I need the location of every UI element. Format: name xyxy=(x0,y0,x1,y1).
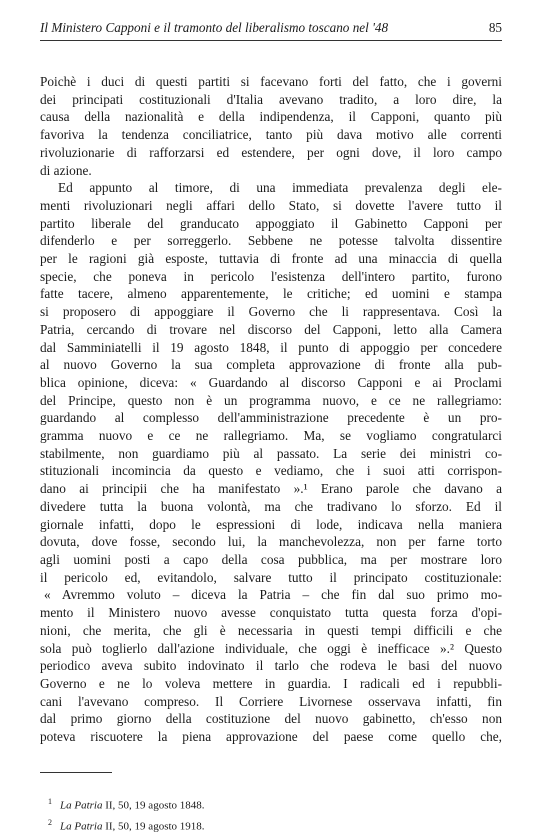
text-line: stabilmente, non guardiamo più al passato. La serie dei ministri co- xyxy=(40,445,502,461)
text-line: rivoluzionarie di rafforzarsi ed estendere, per ogni dove, il loro campo xyxy=(40,144,502,160)
text-line: dei principati costituzionali d'Italia avevano tradito, a loro dire, la xyxy=(40,91,502,107)
text-line: dal primo giorno della costituzione del nuovo gabinetto, ch'esso non xyxy=(40,711,502,727)
text-line: fatte tacere, almeno apparentemente, le critiche; ed uomini e stampa xyxy=(40,286,502,302)
text-line: menti rivoluzionari negli affari dello Stato, si dovette l'avere tutto il xyxy=(40,197,502,213)
text-line: nioni, che merita, che gli è necessaria in questi tempi difficili e che xyxy=(40,622,502,638)
text-line: specie, che poneva in pericolo l'esistenza dell'intero partito, furono xyxy=(40,268,502,284)
footnote-source: La Patria xyxy=(60,799,103,812)
body-text xyxy=(40,73,502,746)
text-line: poteva riscuotere la piena approvazione del paese come quello che, xyxy=(40,729,502,745)
text-line: agli uomini posti a capo della cosa pubblica, ma per mostrare loro xyxy=(40,551,502,567)
text-line: dal Samminiatelli il 19 agosto 1848, il punto di appoggio per concedere xyxy=(40,339,502,355)
text-line: Governo e ne lo voleva mettere in guardia. I radicali ed i repubbli- xyxy=(40,675,502,691)
text-line: cani l'avevano compreso. Il Corriere Livornese osservava infatti, fin xyxy=(40,693,502,709)
footnote-mark: 2 xyxy=(48,818,52,828)
book-page xyxy=(40,18,502,836)
text-line: difenderlo e per sorreggerlo. Sebbene ne potesse talvolta dissentire xyxy=(40,233,502,249)
text-line: blica opinione, diceva: « Guardando al discorso Capponi e ai Proclami xyxy=(40,374,502,390)
text-line: divedere tutta la buona volontà, ma che tradivano lo sforzo. Ed il xyxy=(40,498,502,514)
page-number: 85 xyxy=(488,20,502,35)
text-line: guardando al complesso dell'amministrazione precedente è un pro- xyxy=(40,410,502,426)
text-line: giornale infatti, dopo le espressioni di lode, indicava nella maniera xyxy=(40,516,502,532)
text-line: Patria, cercando di trovare nel discorso del Capponi, letto alla Camera xyxy=(40,321,502,337)
text-line: mento il Ministero nuovo avesse conquistato tutta questa forza d'opi- xyxy=(40,605,502,621)
text-line: dano ai principii che ha manifestato ».¹ Erano parole che davano a xyxy=(40,481,502,497)
text-line: il pericolo ed, evitandolo, salvare tutto il principato costituzionale: xyxy=(40,569,502,585)
text-line: Ed appunto al timore, di una immediata prevalenza degli ele- xyxy=(58,180,502,196)
text-line: partito liberale del granducato appoggiato il Gabinetto Capponi per xyxy=(40,215,502,231)
footnote-reference: II, 50, 19 agosto 1918. xyxy=(105,821,205,834)
text-line: « Avremmo voluto – diceva la Patria – che fin dal suo primo mo- xyxy=(44,587,502,603)
text-line: per le ragioni già esposte, tuttavia di fronte ad una minaccia di quella xyxy=(40,251,502,267)
footnote-mark: 1 xyxy=(48,796,52,806)
text-line: favoriva la tendenza conciliatrice, tanto più dava motivo alle correnti xyxy=(40,127,502,143)
running-head xyxy=(40,18,502,41)
text-line: sola può toglierlo dall'azione individuale, che oggi è inefficace ».² Questo xyxy=(40,640,502,656)
text-line: stituzionali incomincia da questo e vediamo, che i suoi atti corrispon- xyxy=(40,463,502,479)
text-line: del Principe, questo non è un programma nuovo, e ce ne rallegriamo: xyxy=(40,392,502,408)
text-line: di azione. xyxy=(40,162,92,178)
text-line: gramma nuovo e ce ne rallegriamo. Ma, se vogliamo congratularci xyxy=(40,428,502,444)
text-line: causa della nazionalità e della indipendenza, il Capponi, quanto più xyxy=(40,109,502,125)
running-title: Il Ministero Capponi e il tramonto del liberalismo toscano nel '48 xyxy=(40,20,389,35)
footnote-source: La Patria xyxy=(60,821,103,834)
text-line: al nuovo Governo la sua completa approvazione di fronte alla pub- xyxy=(40,357,502,373)
text-line: dovuta, dove fosse, secondo lui, la manchevolezza, non per farne torto xyxy=(40,534,502,550)
text-line: si proposero di appoggiare il Governo che li rappresentava. Così la xyxy=(40,304,502,320)
text-line: periodico aveva subito indovinato il tarlo che rodeva le basi del nuovo xyxy=(40,658,502,674)
text-line: Poichè i duci di questi partiti si facevano forti del fatto, che i governi xyxy=(40,74,502,89)
footnote-rule xyxy=(40,772,112,773)
footnote xyxy=(40,793,502,815)
footnote-reference: II, 50, 19 agosto 1848. xyxy=(105,799,205,812)
footnotes xyxy=(40,793,502,836)
footnote xyxy=(40,814,502,836)
